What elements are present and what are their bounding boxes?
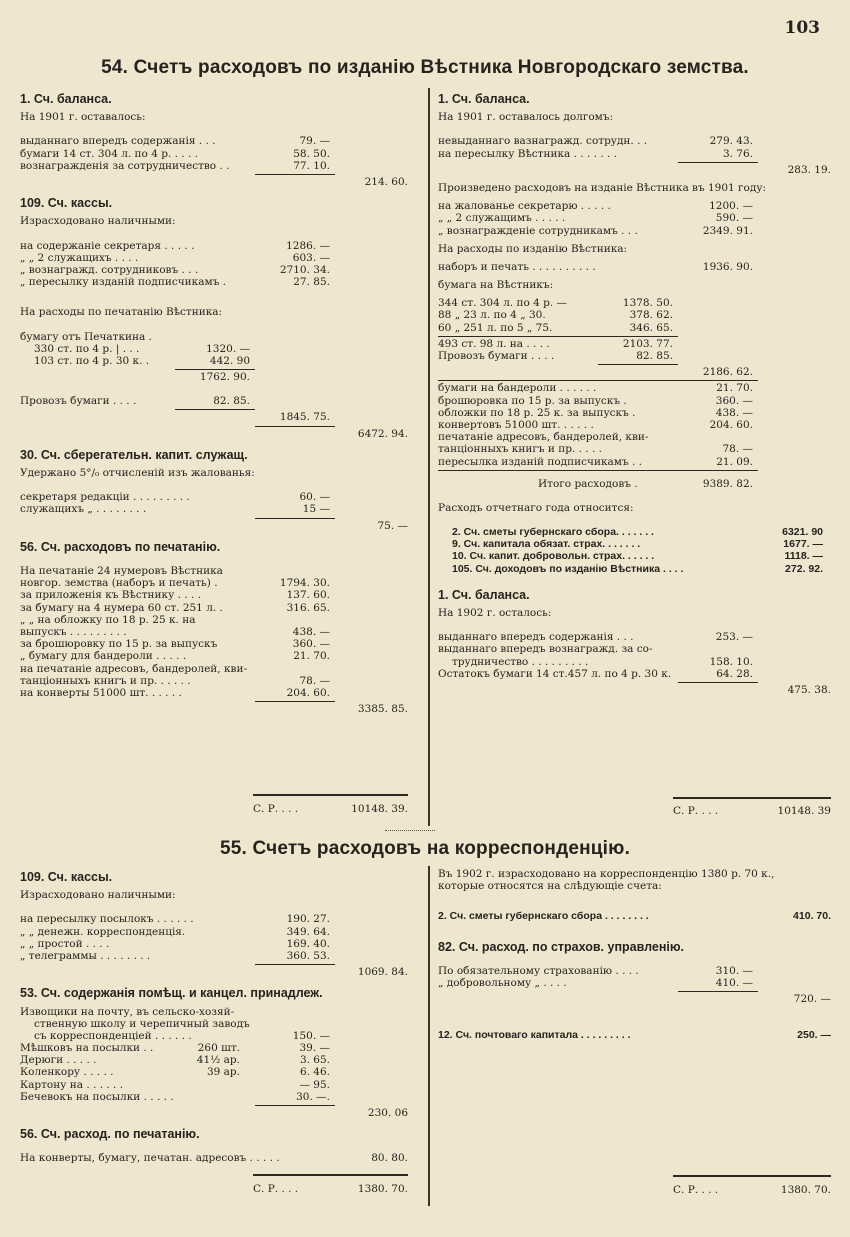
s54-right-total: Итого расходовъ . 9389. 82.	[538, 477, 753, 490]
s54-right-p2-row-3: обложки по 18 р. 25 к. за выпускъ . 438. —	[438, 406, 753, 419]
s54-left-h2-note: Израсходовано наличными:	[20, 215, 176, 228]
s54-left-h4-row-11: на конверты 51000 шт. . . . . . 204. 60.	[20, 686, 330, 699]
s54-right-p-print: наборъ и печать . . . . . . . . . . 1936. 90.	[438, 260, 753, 273]
s54-left-h4-row-1: На печатаніе 24 нумеровъ Вѣстника	[20, 565, 223, 577]
s54-right-h2-row-4: Остатокъ бумаги 14 ст.457 л. по 4 р. 30 к. 64. 28.	[438, 667, 753, 680]
s54-left-h4-row-9: на печатаніе адресовъ, бандеролей, кви-	[20, 662, 247, 675]
s54-left-h3-note: Удержано 5°/₀ отчисленій изъ жалованья:	[20, 467, 255, 480]
s54-right-grand: С. Р. . . . 10148. 39	[673, 805, 831, 817]
s54-right-h2: 1. Сч. баланса.	[438, 587, 530, 602]
s54-left-h2-row-4: „ пересылку изданій подписчикамъ . 27. 85.	[20, 276, 330, 289]
s55-right-grand: С. Р. . . . 1380. 70.	[673, 1184, 831, 1196]
s54-right-alloc-row-4: 105. Сч. доходовъ по изданію Вѣстника . . . . 272. 92.	[452, 562, 823, 575]
s54-right-h2-row-2: выданнаго впередъ вознагражд. за со-	[438, 643, 653, 656]
s54-left-h1-note: На 1901 г. оставалось:	[20, 111, 146, 124]
s54-left-h2-note2: На расходы по печатанію Вѣстника:	[20, 306, 223, 319]
s54-right-p-note: Произведено расходовъ на изданіе Вѣстника въ 1901 году:	[438, 181, 767, 194]
s54-left-h4: 56. Сч. расходовъ по печатанію.	[20, 539, 221, 554]
s55-left-h2-total: 230. 06	[367, 1107, 408, 1120]
s54-right-h2-note: На 1902 г. осталось:	[438, 607, 552, 620]
s55-right-h2: 82. Сч. расход. по страхов. управленію.	[438, 939, 685, 954]
s54-left-h1-row-3: вознагражденія за сотрудничество . . 77. 10.	[20, 159, 330, 172]
s54-right-p-note2: На расходы по изданію Вѣстника:	[438, 242, 628, 255]
s54-right-alloc-note: Расходъ отчетнаго года относится:	[438, 501, 634, 514]
s55-left-h2: 53. Сч. содержанія помѣщ. и канцел. принадлеж.	[20, 986, 323, 1001]
s54-left-h2-row-1: на содержаніе секретаря . . . . . 1286. —	[20, 239, 330, 252]
s54-left-h1: 1. Сч. баланса.	[20, 92, 112, 106]
s54-left-h4-total: 3385. 85.	[357, 703, 408, 716]
s54-right-p-row-1: на жалованье секретарю . . . . . 1200. —	[438, 200, 753, 213]
s54-right-h1: 1. Сч. баланса.	[438, 92, 530, 106]
s55-right-a1: 2. Сч. сметы губернскаго сбора . . . . . . . . 410. 70.	[438, 910, 831, 923]
s55-left-grand: С. Р. . . . 1380. 70.	[253, 1183, 408, 1195]
s54-left-h3: 30. Сч. сберегательн. капит. служащ.	[20, 447, 248, 462]
s54-left-h4-row-3: за приложенія къ Вѣстнику . . . . 137. 60.	[20, 589, 330, 602]
s55-right-h2-row-1: По обязательному страхованію . . . . 310. —	[438, 964, 753, 977]
s54-left-h2-row-2: „ „ 2 служащихъ . . . . 603. —	[20, 251, 330, 264]
s55-left-column	[20, 862, 418, 1165]
s55-left-h2-row-2: ственную школу и черепичный заводъ	[34, 1017, 250, 1030]
s55-left-grand-rule	[253, 1174, 408, 1179]
s54-right-freight: Провозъ бумаги . . . . 82. 85.	[438, 350, 673, 363]
s54-right-p2-row-1: бумаги на бандероли . . . . . . 21. 70.	[438, 382, 753, 395]
s54-left-h4-row-7: за брошюровку по 15 р. за выпускъ 360. —	[20, 638, 330, 651]
s55-left-h2-row-4: Мѣшковъ на посылки . . 260 шт. 39. —	[20, 1042, 330, 1055]
s54-left-h3-row-2: служащихъ „ . . . . . . . . 15 —	[20, 503, 330, 516]
s54-right-h1-row-1: невыданнаго вазнагражд. сотрудн. . . 279. 43.	[438, 135, 753, 148]
s54-right-alloc-row-2: 9. Сч. капитала обязат. страх. . . . . . . 1677. —	[452, 538, 823, 551]
s54-right-paper-note: бумага на Вѣстникъ:	[438, 279, 554, 292]
s54-left-grand-rule	[253, 794, 408, 799]
s55-left-h1-note: Израсходовано наличными:	[20, 889, 176, 902]
s54-right-p2-row-6: танціонныхъ книгъ и пр. . . . . 78. —	[438, 443, 753, 456]
s54-left-h1-row-1: выданнаго впередъ содержанія . . . 79. —	[20, 135, 330, 148]
section-separator	[385, 830, 435, 835]
s54-left-h1-total: 214. 60.	[364, 175, 408, 188]
s54-left-h2-total: 6472. 94.	[357, 427, 408, 440]
s54-left-h4-row-2: новгор. земства (наборъ и печать) . 1794. 30.	[20, 577, 330, 590]
s54-left-h4-row-8: „ бумагу для бандероли . . . . . 21. 70.	[20, 650, 330, 663]
s54-right-h2-total: 475. 38.	[787, 684, 831, 697]
s54-left-h3-row-1: секретаря редакціи . . . . . . . . . 60. —	[20, 491, 330, 504]
s55-right-intro: Въ 1902 г. израсходовано на корреспонденцію 1380 р. 70 к., которые относятся на слѣдующіе счета:	[438, 868, 775, 893]
s54-left-h1-row-2: бумаги 14 ст. 304 л. по 4 р. . . . . 58. 50.	[20, 147, 330, 160]
s54-right-paper-row-2: 88 „ 23 л. по 4 „ 30. 378. 62.	[438, 309, 673, 322]
s54-right-paper-sum: 493 ст. 98 л. на . . . . 2103. 77.	[438, 337, 673, 350]
s54-left-freight: Провозъ бумаги . . . . 82. 85.	[20, 395, 250, 408]
s54-left-print-total: 1845. 75.	[279, 411, 330, 424]
s55-left-h3: 56. Сч. расход. по печатанію.	[20, 1127, 200, 1142]
s54-right-alloc-row-1: 2. Сч. сметы губернскаго сбора. . . . . . . 6321. 90	[452, 526, 823, 539]
s54-right-p2-row-4: конвертовъ 51000 шт. . . . . . 204. 60.	[438, 418, 753, 431]
s54-right-h1-note: На 1901 г. оставалось долгомъ:	[438, 111, 614, 124]
s55-left-h3-row: На конверты, бумагу, печатан. адресовъ . . . . . 80. 80.	[20, 1152, 408, 1165]
s55-left-h1-row-3: „ „ простой . . . . 169. 40.	[20, 937, 330, 950]
column-divider	[428, 88, 430, 826]
s54-right-h1-row-2: на пересылку Вѣстника . . . . . . . 3. 76.	[438, 147, 753, 160]
s54-right-alloc-row-3: 10. Сч. капит. добровольн. страх. . . . . . 1118. —	[452, 550, 823, 563]
s55-right-a3: 12. Сч. почтоваго капитала . . . . . . . . . 250. —	[438, 1029, 831, 1042]
s54-left-h3-total: 75. —	[377, 519, 408, 532]
s54-right-p-row-3: „ вознагражденіе сотрудникамъ . . . 2349. 91.	[438, 224, 753, 237]
page-number: 103	[784, 18, 820, 38]
s54-right-p2-row-5: печатаніе адресовъ, бандеролей, кви-	[438, 431, 649, 444]
s55-right-grand-rule	[673, 1175, 831, 1180]
s55-right-h2-row-2: „ добровольному „ . . . . 410. —	[438, 976, 753, 989]
s55-left-h1-row-2: „ „ денежн. корреспонденція. 349. 64.	[20, 925, 330, 938]
s54-left-paper-row-2: 103 ст. по 4 р. 30 к. . 442. 90	[34, 354, 250, 367]
s54-left-h4-row-6: выпускъ . . . . . . . . . 438. —	[20, 625, 330, 638]
s54-right-grand-rule	[673, 797, 831, 802]
s55-left-h2-row-8: Бечевокъ на посылки . . . . . 30. —.	[20, 1090, 330, 1103]
s54-right-h1-total: 283. 19.	[787, 163, 831, 176]
s54-right-paper-row-3: 60 „ 251 л. по 5 „ 75. 346. 65.	[438, 321, 673, 334]
s54-right-column	[438, 84, 833, 696]
s54-left-grand: С. Р. . . . 10148. 39.	[253, 803, 408, 815]
s54-left-h4-row-10: танціонныхъ книгъ и пр. . . . . . 78. —	[20, 674, 330, 687]
s54-right-p2-row-2: брошюровка по 15 р. за выпускъ . 360. —	[438, 394, 753, 407]
s54-left-column	[20, 84, 418, 721]
section-54-title: 54. Счетъ расходовъ по изданію Вѣстника Новгородскаго земства.	[101, 57, 749, 78]
s55-left-h1-row-4: „ телеграммы . . . . . . . . 360. 53.	[20, 949, 330, 962]
s54-right-h2-row-3: трудничество . . . . . . . . . 158. 10.	[452, 655, 753, 668]
s55-left-h1-row-1: на пересылку посылокъ . . . . . . 190. 27.	[20, 913, 330, 926]
s55-right-h2-total: 720. —	[793, 993, 831, 1006]
s55-left-h2-row-1: Извощики на почту, въ сельско-хозяй-	[20, 1005, 235, 1018]
s55-left-h2-row-5: Дерюги . . . . . 41½ ар. 3. 65.	[20, 1054, 330, 1067]
s54-right-paper-row-1: 344 ст. 304 л. по 4 р. — 1378. 50.	[438, 297, 673, 310]
section-55-title: 55. Счетъ расходовъ на корреспонденцію.	[219, 838, 631, 859]
s54-left-h4-row-4: за бумагу на 4 нумера 60 ст. 251 л. . 316. 65.	[20, 601, 330, 614]
s54-left-paper-sum: 1762. 90.	[199, 371, 250, 384]
s54-right-p-row-2: „ „ 2 служащимъ . . . . . 590. —	[438, 212, 753, 225]
s55-left-h2-row-7: Картону на . . . . . . — 95.	[20, 1078, 330, 1091]
s54-left-paper-label: бумагу отъ Печаткина .	[20, 330, 152, 343]
s55-right-column	[438, 868, 833, 1042]
s54-left-h2: 109. Сч. кассы.	[20, 196, 113, 211]
column-divider-2	[428, 866, 430, 1206]
s55-left-h2-row-6: Коленкору . . . . . 39 ар. 6. 46.	[20, 1066, 330, 1079]
s54-right-paper-total: 2186. 62.	[702, 366, 753, 379]
s54-left-paper-row-1: 330 ст. по 4 р. | . . . 1320. —	[34, 342, 250, 355]
s55-left-h2-row-3: съ корреспонденціей . . . . . . 150. —	[34, 1029, 330, 1042]
s54-left-h2-row-3: „ вознагражд. сотрудниковъ . . . 2710. 34.	[20, 263, 330, 276]
s55-left-h1-total: 1069. 84.	[357, 966, 408, 979]
s54-left-h4-row-5: „ „ на обложку по 18 р. 25 к. на	[20, 613, 196, 626]
s54-right-h2-row-1: выданнаго впередъ содержанія . . . 253. —	[438, 631, 753, 644]
s54-right-p2-row-7: пересылка изданій подписчикамъ . . 21. 09.	[438, 455, 753, 468]
s55-left-h1: 109. Сч. кассы.	[20, 870, 113, 884]
